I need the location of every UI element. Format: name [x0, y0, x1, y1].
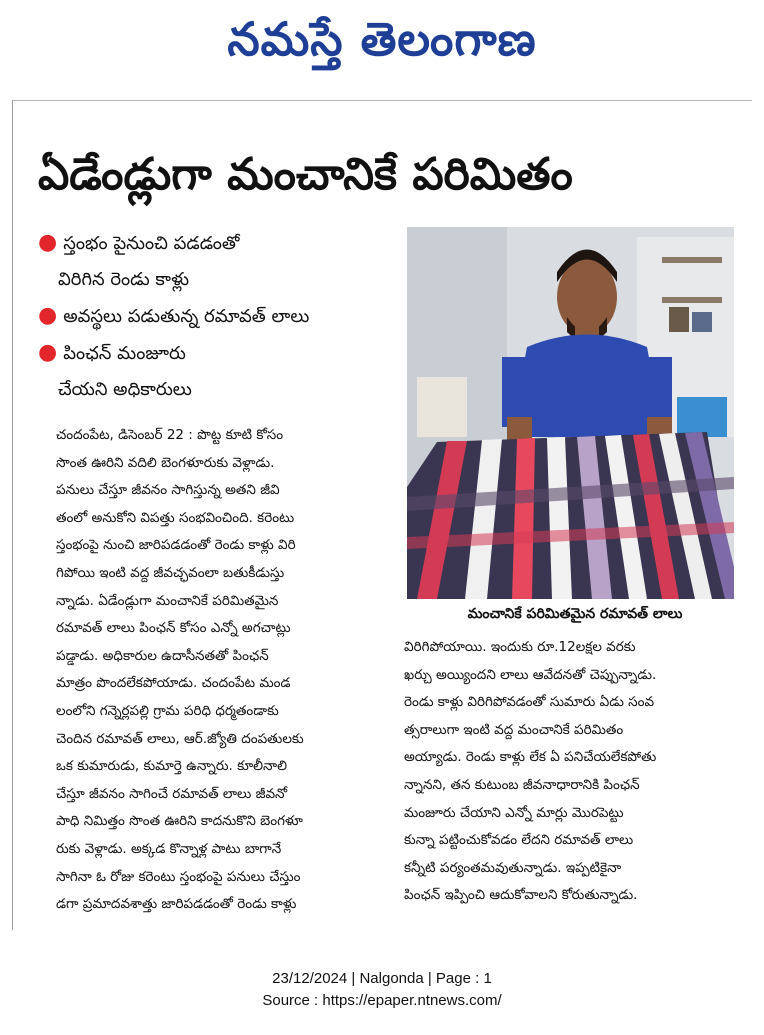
body-line: పడ్డాడు. అధికారుల ఉదాసీనతతో పింఛన్‌	[56, 647, 269, 664]
page-footer	[0, 968, 764, 1012]
masthead	[0, 0, 764, 80]
body-line: డగా ప్రమాదవశాత్తు జారిపడడంతో రెండు కాళ్లు	[56, 896, 297, 913]
body-line: పాధి నిమిత్తం సొంత ఊరిని కాదనుకొని బెంగళూ	[56, 813, 303, 830]
highlights-list	[38, 225, 398, 408]
photo-caption: మంచానికే పరిమితమైన రమావత్‌ లాలు	[467, 606, 683, 622]
bullet-icon: ●	[38, 303, 58, 328]
footer-source: Source : https://epaper.ntnews.com/	[262, 992, 502, 1009]
body-line: పింఛన్‌ ఇప్పించి ఆదుకోవాలని కోరుతున్నాడు.	[404, 887, 638, 904]
article-headline: ఏడేండ్లుగా మంచానికే పరిమితం	[38, 149, 573, 200]
body-line: తంలో అనుకోని విపత్తు సంభవించింది. కరెంటు	[56, 509, 295, 526]
highlight-item	[38, 335, 398, 408]
body-line: అయ్యాడు. రెండు కాళ్లు లేక ఏ పనిచేయలేకపోతు	[404, 749, 657, 766]
body-line: పనులు చేస్తూ జీవనం సాగిస్తున్న అతని జీవి	[56, 482, 280, 499]
highlight-line: పింఛన్‌ మంజూరు	[63, 343, 186, 364]
article-body-column-1	[56, 422, 374, 919]
body-line: చెందిన రమావత్‌ లాలు, ఆర్‌.జ్యోతి దంపతులకు	[56, 730, 304, 747]
body-line: రమావత్‌ లాలు పింఛన్‌ కోసం ఎన్నో అగచాట్లు	[56, 620, 291, 637]
footer-date-edition: 23/12/2024 | Nalgonda | Page : 1	[272, 970, 492, 987]
article-photo	[407, 227, 734, 599]
body-line: విరిగిపోయాయి. ఇందుకు రూ.12లక్షల వరకు	[404, 639, 636, 655]
body-line: న్నాడు. ఏడేండ్లుగా మంచానికే పరిమితమైన	[56, 592, 279, 609]
body-line: సొంత ఊరిని వదిలి బెంగళూరుకు వెళ్లాడు.	[56, 454, 275, 471]
body-line: లంలోని గన్నెర్లపల్లి గ్రామ పరిధి ధర్మతండాకు	[56, 702, 279, 719]
body-line: కన్నీటి పర్యంతమవుతున్నాడు. ఇప్పటికైనా	[404, 859, 622, 876]
body-line: కున్నా పట్టించుకోవడం లేదని రమావత్‌ లాలు	[404, 832, 634, 849]
body-line: స్తంభంపై నుంచి జారిపడడంతో రెండు కాళ్లు విరి	[56, 537, 296, 554]
top-divider	[12, 100, 752, 101]
highlight-item	[38, 298, 398, 335]
body-line: రుకు వెళ్లాడు. అక్కడ కొన్నాళ్ల పాటు బాగానే	[56, 840, 282, 857]
highlight-item	[38, 225, 398, 298]
body-line: మాత్రం పొందలేకపోయాడు. చందంపేట మండ	[56, 675, 291, 692]
body-line: గిపోయి ఇంటి వద్ద జీవచ్ఛవంలా బతుకీడుస్తు	[56, 564, 285, 581]
highlight-line: అవస్థలు పడుతున్న రమావత్‌ లాలు	[63, 306, 310, 327]
body-line: చేస్తూ జీవనం సాగించే రమావత్‌ లాలు జీవనో	[56, 785, 288, 802]
body-line: ఖర్చు అయ్యిందని లాలు ఆవేదనతో చెప్పున్నాడు.	[404, 666, 657, 683]
body-line: సాగినా ఓ రోజు కరెంటు స్తంభంపై పనులు చేస్తుం	[56, 868, 301, 885]
bullet-icon: ●	[38, 340, 58, 365]
body-line: ఒక కుమారుడు, కుమార్తె ఉన్నారు. కూలీనాలి	[56, 758, 287, 775]
highlight-line: స్తంభం పైనుంచి పడడంతో	[63, 233, 240, 254]
highlight-line: విరిగిన రెండు కాళ్లు	[58, 269, 190, 290]
left-divider	[12, 100, 13, 930]
body-line: త్సరాలుగా ఇంటి వద్ద మంచానికే పరిమితం	[404, 721, 624, 738]
article-body-column-2	[404, 634, 734, 910]
body-line: న్నానని, తన కుటుంబ జీవనాధారానికి పింఛన్‌	[404, 776, 640, 793]
newspaper-logo: నమస్తే తెలంగాణ	[227, 12, 537, 66]
body-line: మంజూరు చేయాని ఎన్నో మార్లు మొరపెట్టు	[404, 804, 624, 821]
bullet-icon: ●	[38, 230, 58, 255]
body-line: చందంపేట, డిసెంబర్‌ 22 : పొట్ట కూటి కోసం	[56, 427, 284, 443]
photo-illustration	[407, 227, 734, 599]
highlight-line: చేయని అధికారులు	[58, 379, 192, 400]
body-line: రెండు కాళ్లు విరిగిపోవడంతో సుమారు ఏడు సంవ	[404, 694, 655, 711]
